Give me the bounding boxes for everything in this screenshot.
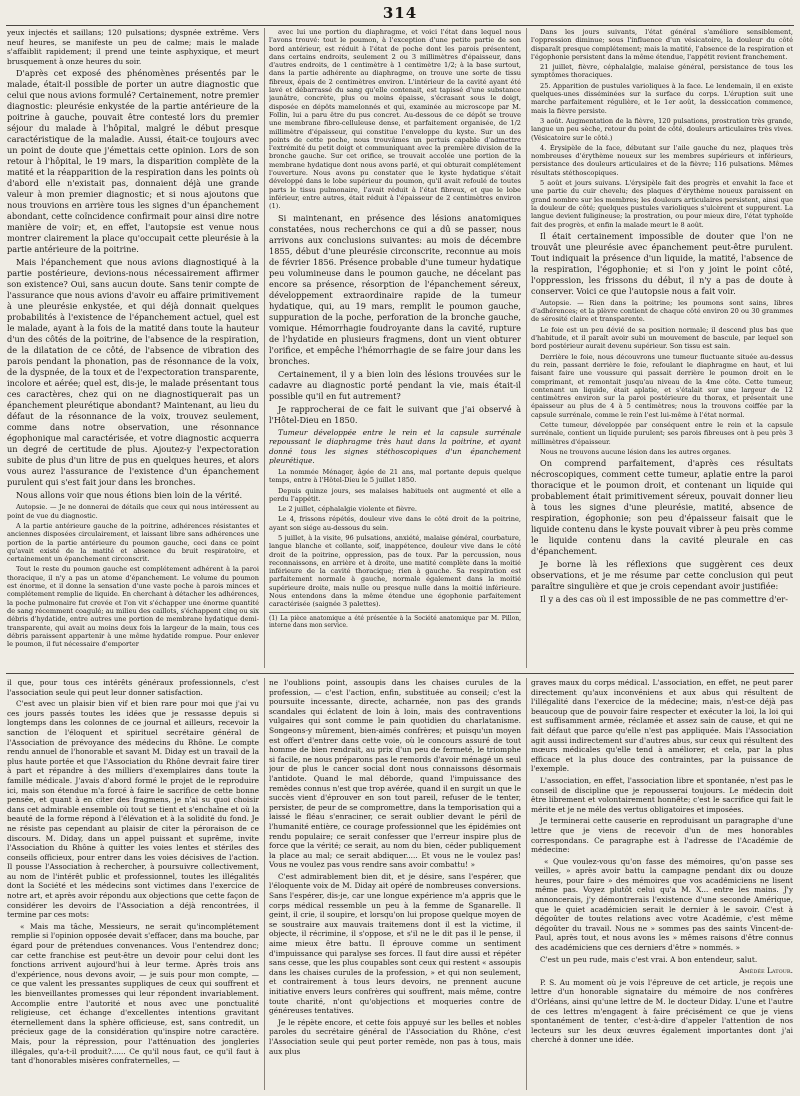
paragraph: 21 juillet, fièvre, céphalalgie, malaise général, persistance de tous les symptômes thoraciques. xyxy=(531,63,793,80)
paragraph: 5 août et jours suivans. L'érysipèle fait des progrès et envahit la face et une partie du cuir chevelu; des plaques d'érythème noueux paraissent en grand nombre sur les membres; les douleurs articulaires persistent, ainsi que la douleur de côté; quelques pustules varioliques s'ulcèrent et suppurent. La langue devient fuligineuse; la prostration, ou pour mieux dire, l'état typhoïde fait des progrès, et enfin la malade meurt le 8 août. xyxy=(531,179,793,229)
paragraph: 3 août. Augmentation de la fièvre, 120 pulsations, prostration très grande, langue un peu sèche, retour du point de côté, douleurs articulaires très vives. (Vésicatoire sur le côté.) xyxy=(531,116,793,142)
section-rule xyxy=(6,673,794,674)
page-number: 314 xyxy=(382,4,418,22)
paragraph: Dans les jours suivants, l'état général s'améliore sensiblement, l'oppression diminue; sous l'influence d'un vésicatoire, la douleur du côté disparaît presque complétement; mais la matité, l'absence de la respiration et l'égophonie persistent dans la même étendue, l'appétit revient franchement. xyxy=(531,28,793,61)
paragraph: Cette tumeur, développée par conséquent entre le rein et la capsule surrénale, contient un liquide purulent; ses parois fibreuses ont à peu près 3 millimètres d'épaisseur. xyxy=(531,420,793,446)
paragraph: ne l'oublions point, assoupis dans les chaises curules de la profession, — c'est l'action, enfin, substituée au conseil; c'est la poursuite incessante, directe, acharnée, non pas des grands scandales qui éclatent de loin à loin, mais des contraventions vulgaires qui sont comme le pain quotidien du charlatanisme. Songeons-y mûrement, bien-aimés confrères; et puisqu'un moyen est offert d'entrer dans cette voie, où le concours assuré de tout homme de bien rendrait, au prix d'un peu de fermeté, le triomphe si facile, ne nous préparons pas le remords d'avoir ménagé un seul jour de plus le cancer social dont nous connaissons désormais l'antidote. Quand le mal déborde, quand l'impuissance des remèdes connus n'est que trop avérée, quand il en surgit un que le succès vient d'éprouver en son tout pareil, refuser de le tenter, persister, de peur de se compromettre, dans la temporisation qui a laissé le fléau s'enraciner, ce serait oublier devant le péril de l'humanité entière, ce courage professionnel que les épidémies ont rendu populaire; ce serait confesser que l'erreur inspire plus de force que la vérité; ce serait, au nom du bien, céder publiquement la place au mal; ce serait abdiquer..... Et vous ne le voulez pas! Vous ne voulez pas vous rendre sans avoir combattu! » xyxy=(269,678,521,870)
paragraph: On comprend parfaitement, d'après ces résultats nécroscopiques, comment cette tumeur, aplatie entre la paroi thoracique et le poumon droit, et contenant un liquide qui probablement était primitivement séreux, pouvait donner lieu à tous les signes d'une pleurésie, matité, absence de respiration, égophonie; son peu d'épaisseur faisait que le liquide contenu dans le kyste pouvait vibrer à peu près comme le liquide contenu dans la cavité pleurale en cas d'épanchement. xyxy=(531,458,793,557)
paragraph: Nous allons voir que nous étions bien loin de la vérité. xyxy=(16,490,243,501)
paragraph: La nommée Ménager, âgée de 21 ans, mal portante depuis quelque temps, entre à l'Hôtel-Dieu le 5 juillet 1850. xyxy=(269,467,521,485)
paragraph: 25. Apparition de pustules varioliques à la face. Le lendemain, il en existe quelques-unes disséminées sur la surface du corps. L'éruption suit une marche parfaitement régulière, et le 1er août, la dessiccation commence, mais la fièvre persiste. xyxy=(531,81,793,115)
paragraph: Autopsie. — Rien dans la poitrine; les poumons sont sains, libres d'adhérences; et la plèvre contient de chaque côté environ 20 ou 30 grammes de sérosité claire et transparente. xyxy=(531,298,793,324)
paragraph: graves maux du corps médical. L'association, en effet, ne peut parer directement qu'aux inconvéniens et aux abus qui résultent de l'illégalité dans l'exercice de la médecine; mais, n'est-ce déjà pas beaucoup que de pouvoir faire respecter et exécuter la loi, la loi qui est suffisamment armée, réclamée et assez sain de cause, et qui ne fait défaut que parce qu'elle n'est pas appliquée. Mais l'Association agit aussi indirectement sur d'autres abus, sur ceux qui résultent des mœurs médicales qu'elle tend à améliorer, et cela, par la plus efficace et la plus douce des contraintes, par la puissance de l'exemple. xyxy=(531,678,793,774)
column-divider xyxy=(264,678,265,1090)
paragraph: Derrière le foie, nous découvrons une tumeur fluctuante située au-dessus du rein, passant derrière le foie, refoulant le diaphragme en haut, et lui faisant faire une voussure qui passait derrière le poumon droit en le comprimant, et remontait jusqu'au niveau de la 4me côte. Cette tumeur, contenant un liquide, était aplatie, et s'étalait sur une largeur de 12 centimètres environ sur la paroi postérieure du thorax, et présentait une épaisseur au plus de 4 à 5 centimètres; nous la trouvons coiffée par la capsule surrénale, comme le rein l'est lui-même à l'état normal. xyxy=(531,352,793,419)
paragraph: il que, pour tous ces intérêts généraux professionnels, c'est l'association seule qui peut leur donner satisfaction. xyxy=(7,678,259,697)
paragraph: Mais l'épanchement que nous avions diagnostiqué à la partie postérieure, devions-nous nécessairement affirmer son existence? Oui, sans aucun doute. Sans tenir compte de l'assurance que nous avions d'avoir eu affaire primitivement à une pleurésie enkystée, et qui déjà donnait quelques probabilités à l'existence de l'épanchement actuel, quel est le malade, ayant à la fois de la matité dans toute la hauteur d'un des côtés de la poitrine, de l'absence de la respiration, de la dilatation de ce côté, de l'absence de vibration des parois pendant la phonation, pas de résonnance de la voix, de la dyspnée, de la toux et de l'expectoration transparente, incolore et aérée; quel est, dis-je, le malade présentant tous ces caractères, chez qui on ne diagnostiquerait pas un épanchement pleurétique abondant? Maintenant, au lieu du défaut de la résonnance de la voix, trouvez seulement, comme dans notre observation, une résonnance égophonique mal caractérisée, et votre diagnostic acquerra un degré de certitude de plus. Ajoutez-y l'expectoration subite de plus d'un litre de pus en quelques heures, et alors vous aurez l'assurance de l'existence d'un épanchement purulent qui s'est fait jour dans les bronches. xyxy=(7,257,259,488)
paragraph: 4. Érysipèle de la face, débutant sur l'aile gauche du nez, plaques très nombreuses d'érythème noueux sur les membres supérieurs et inférieurs, persistance des douleurs articulaires et de la fièvre; 116 pulsations. Mêmes résultats stéthoscopiques. xyxy=(531,143,793,177)
paragraph: P. S. Au moment où je vois l'épreuve de cet article, je reçois une lettre d'un honorable signataire du mémoire de nos confrères d'Orléans, ainsi qu'une lettre de M. le docteur Diday. L'une et l'autre de ces lettres m'engagent à faire précisément ce que je viens spontanément de tenter, c'est-à-dire d'appeler l'attention de nos lecteurs sur les deux œuvres également importantes dont j'ai cherché à donner une idée. xyxy=(531,977,793,1045)
paragraph: Tout le reste du poumon gauche est complétement adhérent à la paroi thoracique, il n'y a pas un atome d'épanchement. Le volume du poumon est énorme, et il donne la sensation d'une vaste poche à parois minces et complétement remplie de liquide. En cherchant à détacher les adhérences, la poche pulmonaire fut crevée et l'on vit s'échapper une énorme quantité de sang récemment coagulé; au milieu des caillots, s'échappent cinq ou six débris d'hydatide, entre autres une portion de membrane hydatique demi-transparente, qui avait au moins deux fois la largeur de la main, tous ces débris paraissent appartenir à une même hydatide rompue. Pour enlever le poumon, il fut nécessaire d'emporter xyxy=(7,565,259,649)
paragraph: Je le répète encore, et cette fois appuyé sur les belles et nobles paroles du secrétaire général de l'Association du Rhône, c'est l'Association seule qui peut porter remède, non pas à tous, mais aux plus xyxy=(269,1017,521,1056)
column-divider xyxy=(526,28,527,668)
upper-column-2 xyxy=(269,28,521,669)
lower-column-2 xyxy=(269,678,521,1092)
paragraph: Il y a des cas où il est impossible de ne pas commettre d'er- xyxy=(540,594,788,605)
column-divider xyxy=(264,28,265,668)
paragraph: A la partie antérieure gauche de la poitrine, adhérences résistantes et anciennes disposées circulairement, et laissant libre sans adhérences une portion de la partie antérieure du poumon gauche, ceci dans ce point qu'avait existé de la matité et absence du bruit respiratoire, et certainement un épanchement circonscrit. xyxy=(7,521,259,564)
header-rule xyxy=(6,25,794,26)
paragraph: Amédée Latour. xyxy=(739,966,793,976)
paragraph: « Que voulez-vous qu'on fasse des mémoires, qu'on passe ses veilles, » après avoir battu la campagne pendant dix ou douze heures, pour faire » des mémoires que vos académiciens ne lisent même pas. Voyez plutôt celui qu'a M. X... entre les mains. J'y annoncerais, j'y démontrerais l'existence d'une seconde Amérique, que le quiet académicien serait le dernier à le savoir. C'est à dégoûter de toutes relations avec votre Académie, c'est même dégoûter du travail. Nous ne » sommes pas des saints Vincent-de-Paul, après tout, et nous avons les » mêmes raisons d'être connus des académiciens que ces derniers d'être » nommés. » xyxy=(535,856,793,953)
paragraph: Nous ne trouvons aucune lésion dans les autres organes. xyxy=(540,447,731,456)
paragraph: D'après cet exposé des phénomènes présentés par le malade, était-il possible de porter un autre diagnostic que celui que nous avions formulé? Certainement, notre premier diagnostic: pleurésie enkystée de la partie antérieure de la poitrine à gauche, pouvait être contesté lors du premier séjour du malade à l'hôpital, malgré le début presque caractéristique de la maladie. Aussi, était-ce toujours avec un point de doute que j'émettais cette opinion. Lors de son retour à l'hôpital, le 19 mars, la disparition complète de la matité et la réapparition de la respiration dans les points où d'abord elle n'existait pas, donnaient déjà une grande valeur à mon premier diagnostic; et si nous ajoutons que nous trouvions en arrière tous les signes d'un épanchement abondant, cette coïncidence confirmait pour ainsi dire notre manière de voir; et, en effet, l'autopsie est venue nous montrer clairement la place qu'occupait cette pleurésie à la partie antérieure de la poitrine. xyxy=(7,68,259,255)
paragraph: Autopsie. — Je ne donnerai de détails que ceux qui nous intéressent au point de vue du diagnostic. xyxy=(7,503,259,520)
upper-column-3 xyxy=(531,28,793,669)
paragraph: Tumeur développée entre le rein et la capsule surrénale repoussant le diaphragme très haut dans la poitrine, et ayant donné tous les signes stéthoscopiques d'un épanchement pleurétique. xyxy=(269,427,521,466)
paragraph: avec lui une portion du diaphragme, et voici l'état dans lequel nous l'avons trouvé: tout le poumon, à l'exception d'une petite partie de son bord antérieur, est réduit à l'état de poche dont les parois présentent, dans certains endroits, seulement 2 ou 3 millimètres d'épaisseur, dans d'autres endroits, de 1 centimètre à 1 centimètre 1/2; à la base surtout, dans la partie adhérente au diaphragme, on trouve une sorte de tissu fibreux, épais de 2 centimètres environ. L'intérieur de la cavité ayant été lavé et débarrassé du sang qu'elle contenait, est tapissé d'une substance jaunâtre, concrète, plus ou moins épaisse, s'écrasant sous le doigt, disposée en dépôts mamelonnés et qui, examinée au microscope par M. Follin, lui a paru être du pus concret. Au-dessous de ce dépôt se trouve une membrane fibro-celluleuse dense, et parfaitement organisée, de 1/2 millimètre d'épaisseur, qui constitue l'enveloppe du kyste. Sur un des points de cette poche, nous trouvâmes un pertuis capable d'admettre l'extrémité du petit doigt et communiquant avec la première division de la bronche gauche. Sur cet orifice, se trouvait accolée une portion de la membrane hydatique dont nous avons parlé, et qui obturait complétement l'ouverture. Nous avons pu constater que le kyste hydatique s'était développé dans le lobe supérieur du poumon, qu'il avait refoulé de toutes parts le tissu pulmonaire, l'avait réduit à l'état fibreux, et que le lobe inférieur, entre autres, était réduit à l'épaisseur de 2 centimètres environ (1). xyxy=(269,28,521,211)
paragraph: C'est admirablement bien dit, et je désire, sans l'espérer, que l'éloquente voix de M. Diday ait opéré de nombreuses conversions. Sans l'espérer, dis-je, car une longue expérience m'a appris que le corps médical ressemble un peu à la femme de Sganarelle. Il geint, il crie, il soupire, et lorsqu'on lui propose quelque moyen de se soustraire aux mauvais traitemens dont il est la victime, il objecte, il récrimine, il s'oppose, et s'il ne le dit pas il le pense, il aime mieux être battu. Il éprouve comme un sentiment d'impuissance qui paralyse ses forces. Il faut dire aussi et répéter sans cesse, que les plus coupables sont ceux qui restent « assoupis dans les chaises curules de la profession, » et qui non seulement, et contrairement à tous leurs devoirs, ne prennent aucune initiative envers leurs confrères qui souffrent, mais même, contre toute charité, n'ont qu'objections et moqueries contre de généreuses tentatives. xyxy=(269,871,521,1016)
paragraph: Je borne là les réflexions que suggèrent ces deux observations, et je me résume par cette conclusion qui peut paraître singulière et que je crois cependant avoir justifiée: xyxy=(531,559,793,592)
paragraph: Le 2 juillet, céphalalgie violente et fièvre. xyxy=(278,505,418,514)
paragraph: Le 4, frissons répétés, douleur vive dans le côté droit de la poitrine, ayant son siége au-dessous du sein. xyxy=(269,515,521,532)
paragraph: Si maintenant, en présence des lésions anatomiques constatées, nous recherchons ce qui a dû se passer, nous arrivons aux conclusions suivantes: au mois de décembre 1855, début d'une pleurésie circonscrite, reconnue au mois de février 1856. Présence probable d'une tumeur hydatique peu volumineuse dans le poumon gauche, ne décelant pas encore sa présence, résorption de l'épanchement séreux, développement extraordinaire rapide de la tumeur hydatique, qui, au 19 mars, remplit le poumon gauche, suppuration de la poche, perforation de la bronche gauche, vomique. Hémorrhagie foudroyante dans la cavité, rupture de l'hydatide en plusieurs fragmens, dont un vient obturer l'orifice, et empêche l'hémorrhagie de se faire jour dans les bronches. xyxy=(269,212,521,366)
paragraph: yeux injectés et saillans; 120 pulsations; dyspnée extrême. Vers neuf heures, se manifeste un peu de calme; mais le malade s'affaiblit rapidement; il prend une teinte asphyxique, et meurt brusquement à onze heures du soir. xyxy=(7,28,259,66)
paragraph: L'association, en effet, l'association libre et spontanée, n'est pas le conseil de discipline que je repousserai toujours. Le médecin doit être librement et volontairement honnête; c'est le sacrifice qui fait le mérite et je ne méle des vertus obligatoires et imposées. xyxy=(531,775,793,814)
paragraph: Il était certainement impossible de douter que l'on ne trouvât une pleurésie avec épanchement peut-être purulent. Tout indiquait la présence d'un liquide, la matité, l'absence de la respiration, l'égophonie; et si l'on y joint le point côté, l'oppression, les frissons du début, il n'y a pas de doute à conserver. Voici ce que l'autopsie nous a fait voir. xyxy=(531,230,793,296)
paragraph: « Mais ma tâche, Messieurs, ne serait qu'incomplétement remplie si l'opinion opposée devait s'effacer, dans ma bouche, par égard pour de prétendues convenances. Vous l'entendrez donc; car cette franchise est peut-être un devoir pour celui dont les fonctions arrivent aujourd'hui à leur terme. Après trois ans d'expérience, nous devons avoir, — je suis pour mon compte, — ce que valent les pressantes suppliques de ceux qui souffrent et les bienveillantes promesses qui leur répondent invariablement. Accomplie entre l'autorité et nous avec une ponctualité religieuse, cet échange d'excellentes intentions gravitant éternellement dans la sphère officieuse, est, sans contredit, un précieux gage de la considération qu'inspire notre caractère. Mais, pour la répression, pour l'atténuation des jongleries illégales, qu'a-t-il produit?...... Ce qu'il nous faut, ce qu'il faut à tant d'honorables misères confraternelles, — xyxy=(11,921,259,1066)
paragraph: Je rapprocherai de ce fait le suivant que j'ai observé à l'Hôtel-Dieu en 1850. xyxy=(269,403,521,425)
lower-column-3 xyxy=(531,678,793,1092)
column-divider xyxy=(526,678,527,1090)
paragraph: 5 juillet, à la visite, 96 pulsations, anxiété, malaise général, courbature, langue blanche et collante, soif, inappétence, douleur vive dans le côté droit de la poitrine, oppression, pas de toux. Par la percussion, nous reconnaissons, en arrière et à droite, une matité complète dans la moitié inférieure de la cavité thoracique; rien à gauche. Sa respiration est parfaitement normale à gauche, normale également dans la moitié supérieure droite, mais nulle ou presque nulle dans la moitié inférieure. Nous entendons dans la même étendue une égophonie parfaitement caractérisée (saignée 3 palettes). xyxy=(269,533,521,609)
paragraph: C'est avec un plaisir bien vif et bien rare pour moi que j'ai vu ces jours passés toutes les idées que je ressasse depuis si longtemps dans les colonnes de ce journal et ailleurs, recevoir la sanction de l'éloquent et spirituel secrétaire général de l'Association de prévoyance des médecins du Rhône. Le compte rendu annuel de l'honorable et savant M. Diday est un travail de la plus haute portée et que l'Association du Rhône devrait faire tirer à part et répandre à des milliers d'exemplaires dans toute la famille médicale. J'avais d'abord formé le projet de le reproduire ici, mais son étendue m'a forcé à faire le sacrifice de cette bonne pensée, et quant à en citer des fragmens, je n'ai su quoi choisir dans cet admirable ensemble où tout se tient et s'enchaîne et où la beauté de la forme répond à l'élévation et à la solidité du fond. Je ne résiste pas cependant au plaisir de citer la péroraison de ce discours. M. Diday, dans un appel puissant et suprême, invite l'Association du Rhône à quitter les voies lentes et stériles des conseils officieux, pour entrer dans les voies décisives de l'action. Il pousse l'Association à rechercher, à poursuivre collectivement, au nom de l'intérêt public et professionnel, toutes les illégalités dont la Société et les médecins sont victimes dans l'exercice de notre art, et après avoir répondu aux objections que cette façon de considérer les devoirs de l'Association a déjà rencontrées, il termine par ces mots: xyxy=(7,699,259,920)
upper-column-1 xyxy=(7,28,259,669)
paragraph: Je terminerai cette causerie en reproduisant un paragraphe d'une lettre que je viens de recevoir d'un de mes honorables correspondans. Ce paragraphe est à l'adresse de l'Académie de médecine: xyxy=(531,816,793,855)
paragraph: Depuis quinze jours, ses malaises habituels ont augmenté et elle a perdu l'appétit. xyxy=(269,486,521,503)
footnote: (1) La pièce anatomique a été présentée à la Société anatomique par M. Pillon, interne dans mon service. xyxy=(269,612,521,630)
paragraph: Le foie est un peu dévié de sa position normale; il descend plus bas que d'habitude, et il paraît avoir subi un mouvement de bascule, par lequel son bord postérieur aurait devenu supérieur. Son tissu est sain. xyxy=(531,325,793,351)
lower-column-1 xyxy=(7,678,259,1092)
paragraph: C'est un peu rude, mais c'est vrai. A bon entendeur, salut. xyxy=(540,954,758,964)
paragraph: Certainement, il y a bien loin des lésions trouvées sur le cadavre au diagnostic porté pendant la vie, mais était-il possible qu'il en fut autrement? xyxy=(269,368,521,401)
